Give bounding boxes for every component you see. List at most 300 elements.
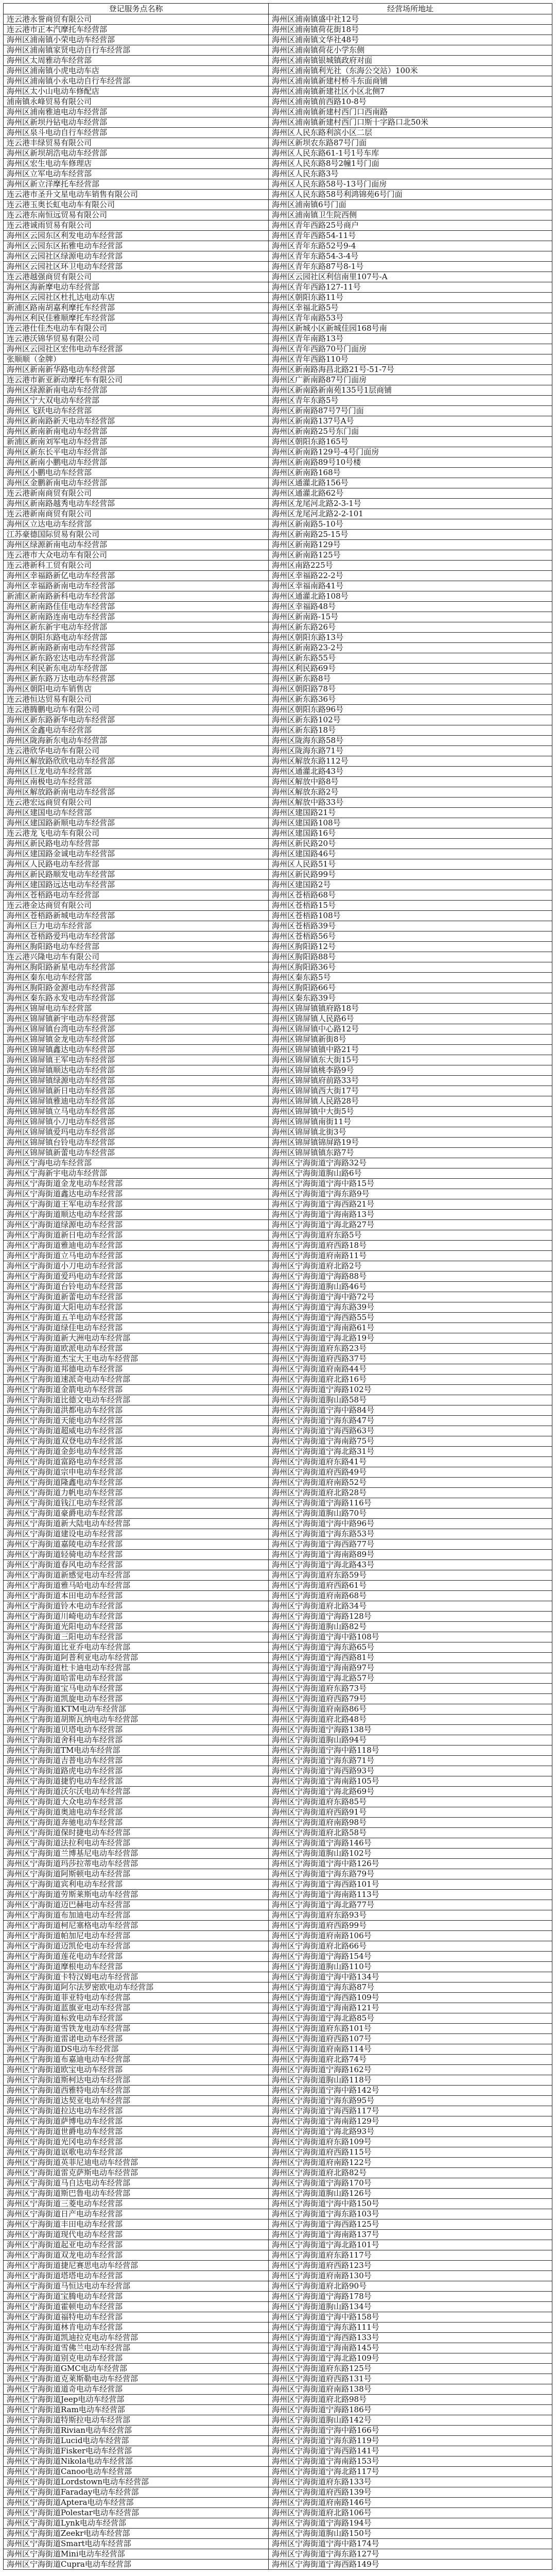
service-point-name: 海州区宁海街道宝马电动车经营部 xyxy=(4,1684,269,1694)
business-address: 海州区苍梧路56号 xyxy=(269,931,552,942)
business-address: 海州区宁海街道府西路123号 xyxy=(269,2261,552,2271)
business-address: 海州区浦南镇银城镇政府对面 xyxy=(269,56,552,66)
service-point-name: 海州区泉斗电动自行车经营部 xyxy=(4,128,269,138)
business-address: 海州区宁海街道宁海中路174号 xyxy=(269,2539,552,2549)
table-row xyxy=(4,87,552,97)
service-point-name: 海州区苍梧路新城电动车经营部 xyxy=(4,911,269,921)
service-point-name: 海州区宁海街道马恒达电动车经营部 xyxy=(4,2281,269,2292)
table-row xyxy=(4,798,552,808)
service-point-name: 海州区宁海街道豪爵电动车经营部 xyxy=(4,1509,269,1519)
business-address: 海州区宁海街道府西路18号 xyxy=(269,1241,552,1251)
service-point-name: 海州区宁海街道奔驰电动车经营部 xyxy=(4,1818,269,1828)
business-address: 海州区宁海街道宁海西路149号 xyxy=(269,2560,552,2570)
business-address: 海州区锦屏镇东大街15号 xyxy=(269,1055,552,1065)
business-address: 海州区苍梧路68号 xyxy=(269,890,552,901)
table-row xyxy=(4,251,552,262)
business-address: 海州区宁海街道府北路58号 xyxy=(269,1828,552,1838)
service-point-name: 海州区宁海街道三菱电动车经营部 xyxy=(4,2199,269,2209)
business-address: 海州区宁海街道府北路90号 xyxy=(269,2281,552,2292)
service-point-name: 海州区锦屏镇小刀电动车经营部 xyxy=(4,1117,269,1127)
table-row xyxy=(4,1859,552,1869)
business-address: 海州区宁海街道宁海路146号 xyxy=(269,1838,552,1849)
business-address: 海州区锦屏镇锦屏路19号 xyxy=(269,1138,552,1148)
table-row xyxy=(4,1220,552,1230)
business-address: 海州区宁海街道府南路86号 xyxy=(269,1704,552,1715)
service-point-name: 海州区建国路金诚电动车经营部 xyxy=(4,849,269,859)
table-row xyxy=(4,1107,552,1117)
table-row xyxy=(4,2240,552,2250)
table-row xyxy=(4,1807,552,1818)
table-row xyxy=(4,457,552,468)
business-address: 海州区宁海街道朐山路6号 xyxy=(269,1168,552,1179)
service-point-name: 海州区宁海街道金箭电动车经营部 xyxy=(4,1385,269,1395)
service-point-name: 海州区宁海街道立马电动车经营部 xyxy=(4,1251,269,1261)
service-point-name: 海州区宁海街道阿尔法罗密欧电动车经营部 xyxy=(4,1982,269,1993)
business-address: 海州区宁海街道宁海路194号 xyxy=(269,2518,552,2529)
table-row xyxy=(4,705,552,715)
table-row xyxy=(4,1076,552,1086)
business-address: 海州区浦南镇新建村西门口斯十字路口北50米 xyxy=(269,117,552,128)
table-row xyxy=(4,777,552,787)
service-point-name: 连云港宏远商贸有限公司 xyxy=(4,798,269,808)
business-address: 海州区锦屏镇镇府路18号 xyxy=(269,1004,552,1014)
service-point-name: 海州区宁海街道天能电动车经营部 xyxy=(4,1416,269,1426)
business-address: 海州区宁海街道府南路98号 xyxy=(269,1818,552,1828)
table-row xyxy=(4,664,552,674)
business-address: 海州区宁海街道宁海北路117号 xyxy=(269,2467,552,2477)
business-address: 海州区锦屏镇北街3号 xyxy=(269,1127,552,1138)
business-address: 海州区宁海街道宁海路162号 xyxy=(269,2065,552,2075)
business-address: 海州区宁海街道府西路131号 xyxy=(269,2374,552,2384)
table-row xyxy=(4,334,552,344)
business-address: 海州区宁海街道府西路107号 xyxy=(269,2034,552,2044)
service-point-name: 海州区宁海街道菲亚特电动车经营部 xyxy=(4,1993,269,2003)
business-address: 海州区宁海街道府东路93号 xyxy=(269,1910,552,1921)
business-address: 海州区人民路51号 xyxy=(269,859,552,870)
service-point-name: 海州区宁海街道建设电动车经营部 xyxy=(4,1529,269,1539)
service-point-name: 海州区浦南镇小荣电动车经营部 xyxy=(4,35,269,45)
table-row xyxy=(4,1910,552,1921)
service-point-name: 海州区锦屏镇爱玛电动车经营部 xyxy=(4,1127,269,1138)
table-row xyxy=(4,1498,552,1509)
business-address: 海州区宁海街道宁海南路13号 xyxy=(269,1210,552,1220)
column-header-name: 登记服务点名称 xyxy=(4,4,269,14)
service-point-name: 浦南镇永峰贸易有限公司 xyxy=(4,97,269,107)
table-row xyxy=(4,2137,552,2147)
business-address: 海州区朝阳东路11号 xyxy=(269,293,552,303)
business-address: 海州区朝阳路78号 xyxy=(269,684,552,694)
business-address: 海州区宁海街道朐山路134号 xyxy=(269,2302,552,2312)
business-address: 海州区新东路102号 xyxy=(269,715,552,725)
table-row xyxy=(4,880,552,890)
service-point-name: 海州区宁海街道捷豹电动车经营部 xyxy=(4,1776,269,1787)
business-address: 海州区新南路新南苑135号1层商铺 xyxy=(269,385,552,396)
service-point-name: 海州区宁海街道KTM电动车经营部 xyxy=(4,1704,269,1715)
business-address: 海州区宁海街道府南路130号 xyxy=(269,2271,552,2281)
business-address: 海州区宁海街道宁海东路65号 xyxy=(269,1642,552,1653)
table-row xyxy=(4,1292,552,1302)
service-point-name: 连云港诚雨贸易有限公司 xyxy=(4,221,269,231)
table-row xyxy=(4,2498,552,2508)
service-point-name: 海州区宁海街道宗申电动车经营部 xyxy=(4,1467,269,1478)
business-address: 海州区宁海街道府东路101号 xyxy=(269,2024,552,2034)
business-address: 海州区宁海街道朐山路142号 xyxy=(269,2415,552,2426)
service-point-name: 海州区宁海街道欧派电动车经营部 xyxy=(4,1344,269,1354)
business-address: 海州区建国路46号 xyxy=(269,849,552,859)
service-point-name: 海州区宁海街道达契亚电动车经营部 xyxy=(4,2096,269,2106)
business-address: 海州区新东路26号 xyxy=(269,622,552,633)
service-point-name: 海州区宁海街道金彭电动车经营部 xyxy=(4,1447,269,1457)
service-point-name: 海州区宁海街道绿佳电动车经营部 xyxy=(4,1323,269,1333)
table-row xyxy=(4,179,552,190)
business-address: 海州区锦屏镇新街8号 xyxy=(269,1035,552,1045)
service-point-name: 连云港市圣升文星电动车销售有限公司 xyxy=(4,190,269,200)
table-row xyxy=(4,684,552,694)
service-point-name: 海州区宁海街道隆鑫电动车经营部 xyxy=(4,1478,269,1488)
service-point-name: 海州区绿源新南电动车经营部 xyxy=(4,540,269,550)
table-row xyxy=(4,1941,552,1952)
service-point-name: 海州区利民佳雅顺摩托车经营部 xyxy=(4,313,269,324)
table-row xyxy=(4,1828,552,1838)
service-point-name: 连云港永誉商贸有限公司 xyxy=(4,14,269,25)
business-address: 海州区朐阳路88号 xyxy=(269,952,552,962)
service-point-name: 海州区宁海街道王军电动车经营部 xyxy=(4,1199,269,1210)
business-address: 海州区建国路21号 xyxy=(269,808,552,818)
business-address: 海州区宁海街道府北路74号 xyxy=(269,2055,552,2065)
table-row xyxy=(4,1272,552,1282)
business-address: 海州区宁海街道宁海北路93号 xyxy=(269,2127,552,2137)
service-point-name: 海州区建国电动车经营部 xyxy=(4,808,269,818)
business-address: 海州区解放东路112号 xyxy=(269,756,552,767)
table-row xyxy=(4,643,552,653)
table-row xyxy=(4,1653,552,1663)
table-row xyxy=(4,365,552,375)
table-row xyxy=(4,14,552,25)
header-row xyxy=(4,4,552,14)
service-point-name: 海州区宁海街道爱玛电动车经营部 xyxy=(4,1272,269,1282)
business-address: 海州区新南路25号东门面 xyxy=(269,427,552,437)
business-address: 海州区解放中路8号 xyxy=(269,777,552,787)
business-address: 海州区锦屏镇桃李路9号 xyxy=(269,1065,552,1076)
business-address: 海州区宁海街道宁海西路55号 xyxy=(269,1313,552,1323)
service-point-name: 海州区海新摩电动车经营部 xyxy=(4,282,269,293)
table-row xyxy=(4,35,552,45)
business-address: 海州区宁海街道宁海西路125号 xyxy=(269,2219,552,2230)
business-address: 海州区新南路89号10号楼 xyxy=(269,457,552,468)
business-address: 海州区新南路23-2号 xyxy=(269,643,552,653)
business-address: 海州区宁海街道朐山路110号 xyxy=(269,1962,552,1972)
table-row xyxy=(4,2333,552,2343)
table-row xyxy=(4,1014,552,1024)
business-address: 海州区锦屏镇府前路33号 xyxy=(269,1076,552,1086)
table-row xyxy=(4,612,552,622)
table-row xyxy=(4,241,552,251)
table-row xyxy=(4,911,552,921)
business-address: 海州区新南路125号 xyxy=(269,550,552,561)
table-row xyxy=(4,1838,552,1849)
table-row xyxy=(4,2034,552,2044)
service-point-name: 海州区宁海街道讴歌电动车经营部 xyxy=(4,2147,269,2158)
table-row xyxy=(4,1684,552,1694)
business-address: 海州区宁海街道宁海东路47号 xyxy=(269,1416,552,1426)
business-address: 海州区利民路69号 xyxy=(269,664,552,674)
table-row xyxy=(4,1302,552,1313)
business-address: 海州区宁海街道府北路82号 xyxy=(269,2168,552,2178)
service-point-name: 海州区宁海街道新感觉电动车经营部 xyxy=(4,1570,269,1581)
business-address: 海州区解放中路33号 xyxy=(269,798,552,808)
table-row xyxy=(4,2446,552,2456)
service-point-name: 连云港恒达贸易有限公司 xyxy=(4,694,269,705)
business-address: 海州区宁海街道府北路34号 xyxy=(269,1601,552,1612)
business-address: 海州区宁海街道府西路91号 xyxy=(269,1807,552,1818)
service-point-name: 海州区新立洋摩托车经营部 xyxy=(4,179,269,190)
business-address: 海州区通灌北路62号 xyxy=(269,488,552,499)
service-point-name: 海州区宁海街道雷克萨斯电动车经营部 xyxy=(4,2168,269,2178)
business-address: 海州区宁海街道府西路115号 xyxy=(269,2147,552,2158)
business-address: 海州区宁海街道府东路23号 xyxy=(269,1344,552,1354)
service-point-name: 海州区宁海街道雅迪电动车经营部 xyxy=(4,1241,269,1251)
table-row xyxy=(4,1704,552,1715)
table-row xyxy=(4,1642,552,1653)
table-row xyxy=(4,839,552,849)
service-point-name: 海州区宁海街道光阳电动车经营部 xyxy=(4,1622,269,1632)
table-row xyxy=(4,1962,552,1972)
service-point-name: 海州区宁海街道五羊电动车经营部 xyxy=(4,1313,269,1323)
table-row xyxy=(4,1467,552,1478)
service-point-name: 连云港新南商贸有限公司 xyxy=(4,509,269,519)
service-point-name: 海州区宁海街道保时捷电动车经营部 xyxy=(4,1828,269,1838)
service-point-name: 海州区宁海街道顺达电动车经营部 xyxy=(4,1210,269,1220)
table-row xyxy=(4,942,552,952)
business-address: 海州区宁海街道宁海路186号 xyxy=(269,2405,552,2415)
table-row xyxy=(4,1601,552,1612)
business-address: 海州区宁海街道府南路146号 xyxy=(269,2498,552,2508)
business-address: 海州区宁海街道宁海南路89号 xyxy=(269,1550,552,1560)
service-point-name: 海州区宁海街道本田电动车经营部 xyxy=(4,1591,269,1601)
business-address: 海州区宁海街道府北路16号 xyxy=(269,1375,552,1385)
business-address: 海州区宁海街道府东路85号 xyxy=(269,1797,552,1807)
table-row xyxy=(4,1323,552,1333)
table-row xyxy=(4,1673,552,1684)
service-point-name: 海州区南极电动车经营部 xyxy=(4,777,269,787)
service-point-name: 海州区朐阳路金源电动车经营部 xyxy=(4,983,269,993)
table-row xyxy=(4,509,552,519)
business-address: 海州区宁海街道宁海东路87号 xyxy=(269,1982,552,1993)
service-point-name: 海州区浦南镇小永电动自行车经营部 xyxy=(4,76,269,87)
table-row xyxy=(4,2343,552,2353)
business-address: 海州区宁海街道朐山路118号 xyxy=(269,2075,552,2086)
table-row xyxy=(4,1354,552,1364)
business-address: 海州区建国路16号 xyxy=(269,828,552,839)
service-point-name: 海州区宁海街道邦德电动车经营部 xyxy=(4,1364,269,1375)
business-address: 海州区浦南镇荷花小学东侧 xyxy=(269,45,552,56)
service-point-name: 海州区宁海街道宾利电动车经营部 xyxy=(4,1879,269,1890)
service-point-name: 海州区金鑫电动车经营部 xyxy=(4,725,269,736)
business-address: 海州区宁海街道宁海北路43号 xyxy=(269,1560,552,1570)
service-point-name: 海州区宁海街道洪都电动车经营部 xyxy=(4,1405,269,1416)
table-row xyxy=(4,983,552,993)
column-header-address: 经营场所地址 xyxy=(269,4,552,14)
table-row xyxy=(4,962,552,973)
table-row xyxy=(4,1787,552,1797)
business-address: 海州区宁海街道宁海北路27号 xyxy=(269,1220,552,1230)
table-row xyxy=(4,25,552,35)
table-row xyxy=(4,602,552,612)
business-address: 海州区宁海街道宁海北路101号 xyxy=(269,2240,552,2250)
business-address: 海州区锦屏镇中心路12号 xyxy=(269,1024,552,1035)
business-address: 海州区宁海街道宁海中路15号 xyxy=(269,1179,552,1189)
table-row xyxy=(4,76,552,87)
service-point-name: 海州区宁海街道大阳电动车经营部 xyxy=(4,1302,269,1313)
business-address: 海州区宁海街道朐山路46号 xyxy=(269,1282,552,1292)
service-point-name: 海州区锦屏镇雅迪电动车经营部 xyxy=(4,1096,269,1107)
table-row xyxy=(4,2353,552,2364)
table-row xyxy=(4,787,552,798)
business-address: 海州区通灌北路43号 xyxy=(269,767,552,777)
service-point-name: 海州区新坝丹钻电动车经营部 xyxy=(4,117,269,128)
service-point-name: 海州区解放路欣欣电动车经营部 xyxy=(4,756,269,767)
service-point-name: 海州区宁海街道莲花电动车经营部 xyxy=(4,1952,269,1962)
business-address: 海州区朐阳路12号 xyxy=(269,942,552,952)
service-point-name: 海州区巨力电动车经营部 xyxy=(4,921,269,931)
business-address: 海州区浦南镇新建村西门口西南路 xyxy=(269,107,552,117)
table-row xyxy=(4,818,552,828)
table-row xyxy=(4,993,552,1004)
business-address: 海州区宁海街道宁海中路142号 xyxy=(269,2086,552,2096)
business-address: 海州区建国路2号 xyxy=(269,880,552,890)
service-point-name: 海州区宁海街道欧宝电动车经营部 xyxy=(4,2065,269,2075)
service-point-name: 海州区宁海街道速派奇电动车经营部 xyxy=(4,1375,269,1385)
table-row xyxy=(4,1993,552,2003)
table-row xyxy=(4,2024,552,2034)
business-address: 海州区朝阳东路96号 xyxy=(269,705,552,715)
table-row xyxy=(4,1869,552,1879)
service-point-name: 海州区宁海街道鑫达电动车经营部 xyxy=(4,1189,269,1199)
business-address: 海州区宁海街道宁海北路69号 xyxy=(269,1787,552,1797)
table-row xyxy=(4,1117,552,1127)
business-address: 海州区宁海街道宁海南路113号 xyxy=(269,1890,552,1900)
service-point-name: 海州区浦南镇小虎电动车店 xyxy=(4,66,269,76)
business-address: 海州区新城小区新城佳园168号南 xyxy=(269,324,552,334)
table-row xyxy=(4,2127,552,2137)
service-point-name: 连云港沃锦华贸易有限公司 xyxy=(4,334,269,344)
business-address: 海州区新南路129号 xyxy=(269,540,552,550)
table-row xyxy=(4,2518,552,2529)
business-address: 海州区宁海街道朐山路126号 xyxy=(269,2189,552,2199)
table-row xyxy=(4,746,552,756)
business-address: 海州区锦屏镇人民路28号 xyxy=(269,1096,552,1107)
table-row xyxy=(4,870,552,880)
business-address: 海州区新东路55号 xyxy=(269,653,552,664)
service-point-name: 海州区幸福路新亿电动车经营部 xyxy=(4,571,269,581)
business-address: 海州区人民东路58号利鸿锦苑6号门面 xyxy=(269,190,552,200)
service-point-name: 海州区宁海街道萨博电动车经营部 xyxy=(4,2116,269,2127)
table-row xyxy=(4,2003,552,2013)
business-address: 海州区宁海街道府东路73号 xyxy=(269,1684,552,1694)
service-point-name: 连云港新南商贸有限公司 xyxy=(4,488,269,499)
service-point-name: 海州区宁海街道Cupra电动车经营部 xyxy=(4,2560,269,2570)
business-address: 海州区宁海街道府西路61号 xyxy=(269,1581,552,1591)
table-row xyxy=(4,2456,552,2467)
table-row xyxy=(4,1509,552,1519)
table-row xyxy=(4,1405,552,1416)
table-row xyxy=(4,282,552,293)
service-point-name: 海州区宁海街道迈凯伦电动车经营部 xyxy=(4,1941,269,1952)
business-address: 海州区新坝农东路87号门面 xyxy=(269,138,552,148)
service-point-name: 海州区浦南雅迪电动车经营部 xyxy=(4,107,269,117)
business-address: 海州区宁海街道府西路49号 xyxy=(269,1467,552,1478)
service-point-name: 海州区绿源新南电动车经营部 xyxy=(4,385,269,396)
table-row xyxy=(4,1127,552,1138)
table-row xyxy=(4,1045,552,1055)
table-row xyxy=(4,231,552,241)
business-address: 海州区宁海街道府西路37号 xyxy=(269,1354,552,1364)
service-point-name: 海州区宁海街道克莱斯勒电动车经营部 xyxy=(4,2374,269,2384)
business-address: 海州区宁海街道宁海中路158号 xyxy=(269,2312,552,2323)
service-point-name: 海州区苍梧路爱玛电动车经营部 xyxy=(4,931,269,942)
table-row xyxy=(4,1766,552,1776)
service-point-name: 海州区宁海街道大众电动车经营部 xyxy=(4,1797,269,1807)
service-point-name: 海州区宁海新宇电动车经营部 xyxy=(4,1168,269,1179)
table-row xyxy=(4,1529,552,1539)
table-row xyxy=(4,1591,552,1601)
business-address: 海州区青年西路127-11号 xyxy=(269,282,552,293)
business-address: 海州区新东路36号 xyxy=(269,694,552,705)
business-address: 海州区新南路5-10号 xyxy=(269,519,552,530)
service-point-name: 海州区宁海街道Smart电动车经营部 xyxy=(4,2539,269,2549)
business-address: 海州区宁海街道朐山路102号 xyxy=(269,1849,552,1859)
service-point-name: 海州区锦屏镇绿源电动车经营部 xyxy=(4,1076,269,1086)
service-point-name: 海州区宁海街道Nikola电动车经营部 xyxy=(4,2456,269,2467)
table-row xyxy=(4,1519,552,1529)
business-address: 海州区青年东路87号8-1号 xyxy=(269,262,552,272)
service-point-name: 海州区锦屏镇新宇电动车经营部 xyxy=(4,1014,269,1024)
table-row xyxy=(4,1879,552,1890)
service-point-name: 海州区朐阳路新星电动车经营部 xyxy=(4,962,269,973)
business-address: 海州区宁海街道宁海南路75号 xyxy=(269,1436,552,1447)
business-address: 海州区锦屏镇镇中路21号 xyxy=(269,1045,552,1055)
service-point-name: 海州区新东路宏达电动车经营部 xyxy=(4,653,269,664)
table-row xyxy=(4,2292,552,2302)
table-row xyxy=(4,2529,552,2539)
table-row xyxy=(4,1622,552,1632)
business-address: 海州区云园社区利信南里107号-A xyxy=(269,272,552,282)
business-address: 海州区宁海街道宁海南路105号 xyxy=(269,1776,552,1787)
business-address: 海州区青年东路5号 xyxy=(269,396,552,406)
business-address: 海州区宁海街道府北路98号 xyxy=(269,2395,552,2405)
business-address: 海州区宁海街道宁海东路53号 xyxy=(269,1529,552,1539)
business-address: 海州区锦屏镇人民路6号 xyxy=(269,1014,552,1024)
business-address: 海州区宁海街道府北路66号 xyxy=(269,1941,552,1952)
table-row xyxy=(4,1632,552,1642)
business-address: 海州区新南路-15号 xyxy=(269,612,552,622)
service-point-name: 海州区宁海街道Aptera电动车经营部 xyxy=(4,2498,269,2508)
table-row xyxy=(4,674,552,684)
table-row xyxy=(4,633,552,643)
service-point-name: 海州区宁海街道拉达电动车经营部 xyxy=(4,2106,269,2116)
service-point-name: 海州区宁海街道比德文电动车经营部 xyxy=(4,1395,269,1405)
service-point-name: 海州区新东路万达电动车经营部 xyxy=(4,674,269,684)
table-row xyxy=(4,2199,552,2209)
service-point-name: 新浦区路南胡嘉利摩托车经营部 xyxy=(4,303,269,313)
table-row xyxy=(4,293,552,303)
table-row xyxy=(4,190,552,200)
table-row xyxy=(4,1982,552,1993)
service-point-name: 海州区立达电动车经营部 xyxy=(4,519,269,530)
business-address: 海州区宁海街道宁海中路150号 xyxy=(269,2199,552,2209)
table-row xyxy=(4,2261,552,2271)
table-row xyxy=(4,427,552,437)
